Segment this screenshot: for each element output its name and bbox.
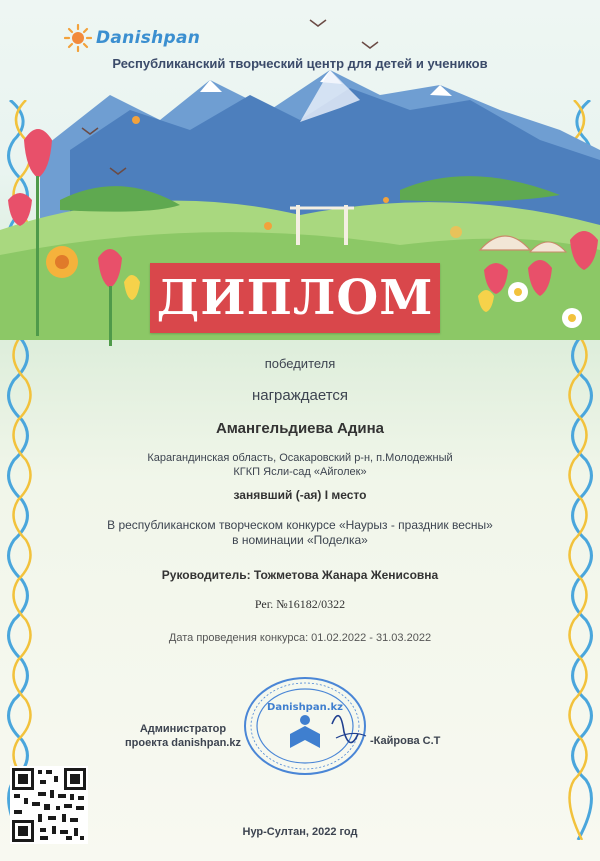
diploma-title: ДИПЛОМ: [156, 270, 434, 326]
contest-line-1: В республиканском творческом конкурсе «Наурыз - праздник весны»: [107, 518, 493, 532]
admin-line-2: проекта danishpan.kz: [125, 737, 241, 749]
recipient-name: Амангельдиева Адина: [215, 420, 385, 437]
city-year: Нур-Султан, 2022 год: [242, 826, 358, 838]
contest-dates: Дата проведения конкурса: 01.02.2022 - 31.03.2022: [168, 632, 432, 644]
official-stamp: [240, 674, 370, 778]
organization-line-1: Карагандинская область, Осакаровский р-н, п.Молодежный: [147, 452, 453, 464]
winner-label: победителя: [264, 356, 336, 371]
organization-subtitle: Республиканский творческий центр для детей и учеников: [112, 56, 488, 71]
signer-name: -Кайрова С.Т: [370, 735, 441, 747]
recipient-organization: [0, 451, 600, 479]
diploma-banner: [150, 263, 440, 333]
awarded-label: награждается: [251, 387, 349, 404]
place-awarded: занявший (-ая) I место: [233, 488, 367, 502]
signature-stroke: [332, 716, 358, 743]
administrator-label: [118, 722, 248, 750]
contest-line-2: в номинации «Поделка»: [232, 533, 368, 547]
organization-line-2: КГКП Ясли-сад «Айголек»: [233, 466, 367, 478]
sun-logo-icon: [64, 24, 92, 52]
logo-text: Danishpan: [96, 28, 201, 48]
stamp-text: Danishpan.kz: [267, 702, 343, 713]
admin-line-1: Администратор: [139, 723, 227, 735]
contest-description: [0, 518, 600, 548]
danishpan-logo: [64, 20, 234, 56]
leader-name: Руководитель: Тожметова Жанара Женисовна: [161, 568, 439, 582]
registration-number: Рег. №16182/0322: [254, 597, 346, 611]
